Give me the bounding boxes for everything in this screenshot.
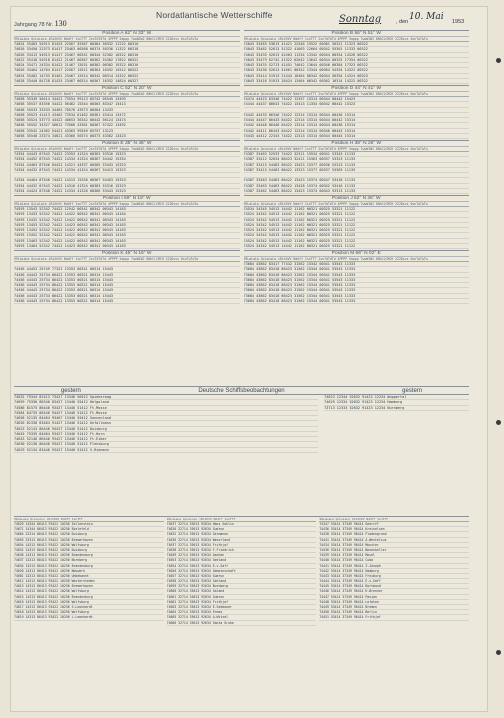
table-row: 74043 33436 52613 41661 00342 13344 00364 54354 14322 00322 — [244, 68, 470, 73]
table-row: 74534 34345 54513 14442 11162 00321 00325 53321 11122 — [244, 207, 470, 212]
table-row: 74022 33418 54918 81422 21467 00367 00362 54302 17822 00322 — [14, 58, 240, 63]
table-row: 74632 32714 35613 92634 Germanen — [167, 532, 317, 537]
table-row: 73713 12333 52632 91423 12234 Nurnberg — [324, 406, 469, 411]
table-row: 74616 14313 86413 93422 10256 Wolfsburg — [14, 600, 164, 605]
table-row: 74593 13543 52342 74422 12542 00341 00342 00343 14163 — [14, 207, 240, 212]
table-row: 74593 13453 52342 74422 14423 00342 00341 00343 14163 — [14, 223, 240, 228]
table-row: 74629 14344 86413 93422 10256 Zollenstein — [14, 522, 164, 527]
table-row: 74654 14312 86413 93422 10256 Wolfsburg — [14, 543, 164, 548]
table-row: 74664 32714 35613 92634 Ermes — [167, 610, 317, 615]
position-title: Position H 38° N 26° W — [244, 141, 470, 147]
table-row: 74456 44443 25734 86422 13353 00321 00314 15443 — [14, 299, 240, 304]
middle-right-rows — [324, 395, 469, 453]
table-row: 74629 52134 83446 93427 13446 51412 S.Riemann — [14, 448, 318, 453]
table-row: 74630 52136 86446 93427 13446 51412 Flensburg — [14, 442, 318, 447]
position-title: Position K 45° N 16° W — [14, 251, 240, 257]
table-row: 74619 14313 86413 93422 10256 L.Leonhardt — [14, 615, 164, 620]
table-row: 74058 35552 34327 56612 73566 43361 00367 57422 13492 — [14, 123, 240, 128]
position-title: Position E 35° N 48° W — [14, 141, 240, 147]
jahrgang-label: Jahrgang 78 Nr. — [14, 22, 54, 28]
lower-column — [167, 517, 317, 626]
den-label: , den — [396, 19, 409, 25]
table-row: 74524 34342 54513 14442 11162 00321 00325 53321 11122 — [244, 218, 470, 223]
table-row: 74439 53414 37349 96414 Mosel — [319, 553, 469, 558]
position-block — [244, 195, 470, 249]
table-row: 74443 53414 37349 96414 Freiburg — [319, 574, 469, 579]
table-row: 74593 13452 52342 74422 14422 00342 00341 00343 14163 — [14, 233, 240, 238]
table-row: 74441 53414 37349 96414 Z.Joseph — [319, 564, 469, 569]
table-row: 74043 33433 52713 41451 74642 13644 00346 00384 17323 00322 — [244, 63, 470, 68]
table-row: 74653 32714 35613 92634 Seeland — [167, 558, 317, 563]
table-row: 74593 13452 52342 74422 14422 00342 00341 00343 14163 — [14, 228, 240, 233]
code-header: 99LaLaLa QcLoLoLo iRiXhVV Nddff 1snTTT — [167, 517, 317, 522]
table-row: 74028 33440 84728 81425 23467 00314 00367 16352 14824 00327 — [14, 79, 240, 84]
code-header: 99LaLaLa QcLoLoLo iRiXhVV Nddff 1snTTT 2snTdTdTd 4PPPP 5appp 7wwW1W2 8NhCLCMCH 222Dsvs 0snTwTwTw — [244, 92, 470, 97]
table-row: 74623 52143 86446 94427 13446 51412 Duisburg — [14, 427, 318, 432]
position-block — [14, 195, 240, 249]
table-row: 74660 32714 35613 92634 Saland — [167, 589, 317, 594]
table-row: 74024 33483 54913 01425 22567 55367 00364 56332 11222 00316 — [14, 42, 240, 47]
table-row: 74447 53414 37349 96414 Pavian — [319, 595, 469, 600]
table-row: 74665 32714 35613 92634 A.Witzel — [167, 615, 317, 620]
table-row: 74058 35523 41413 43462 73534 61462 00361 43414 13472 — [14, 113, 240, 118]
table-row: 74024 33471 24334 81422 21467 15531 00362 00302 19322 00316 — [14, 63, 240, 68]
table-row: 74638 32714 35613 92634 F.Friedrich — [167, 548, 317, 553]
position-title: Position I 59° N 19° W — [14, 196, 240, 202]
table-row: 74524 34342 54513 14442 11162 00321 00325 53321 11122 — [244, 233, 470, 238]
yesterday-right-title: gestern — [402, 388, 423, 394]
table-row: 74043 33416 51913 26424 13464 00342 00362 16314 14322 00322 — [244, 79, 470, 84]
table-row: 74656 32714 35613 92634 Gemeinschaft — [167, 569, 317, 574]
table-row: 74354 44443 87543 74422 23353 41324 00363 53316 15323 — [14, 152, 240, 157]
table-row: 74438 53414 37349 96414 Fladengrund — [319, 532, 469, 537]
table-row: 74645 75335 84464 93427 13446 51412 Ft.Horn — [14, 432, 318, 437]
jahrgang — [14, 19, 67, 28]
table-row: 73604 43862 83418 86423 31562 15344 00341 53543 11333 — [244, 267, 470, 272]
code-header: 99LaLaLa QcLoLoLo iRiXhVV Nddff 1snTTT — [319, 517, 469, 522]
middle-title: Deutsche Schiffsbeobachtungen — [198, 388, 285, 394]
table-row: 74615 14313 86413 93422 10256 Brandenburg — [14, 595, 164, 600]
middle-left-rows — [14, 395, 318, 453]
punch-hole-icon — [496, 650, 501, 655]
table-row: 74524 34342 54513 14442 11162 00321 00325 53321 11122 — [244, 244, 470, 249]
table-row: 74354 44432 87543 74422 14316 41324 00363 53316 15323 — [14, 184, 240, 189]
position-block — [14, 250, 240, 304]
table-row: 74440 53414 37349 96414 Cuba — [319, 558, 469, 563]
table-row: 74456 44443 25734 86422 13353 00321 00314 15443 — [14, 278, 240, 283]
table-row: 74387 33412 52634 86423 32411 15363 00337 53323 11133 — [244, 157, 470, 162]
lower-column — [14, 517, 164, 626]
table-row: 74442 44411 86443 64422 12314 15314 00346 00443 15314 — [244, 129, 470, 134]
table-row: 74593 13464 52342 74422 14423 00342 00341 00343 14163 — [14, 244, 240, 249]
table-row: 74456 44453 25749 77322 13353 00341 00314 15443 — [14, 267, 240, 272]
table-row: 74387 33413 54463 86422 13423 15377 00336 53313 11133 — [244, 163, 470, 168]
table-row: 74387 33463 52533 74422 32311 15534 00341 53343 11133 — [244, 152, 470, 157]
table-row: 74043 33462 52613 51322 41663 12664 00342 55361 11333 00322 — [244, 47, 470, 52]
code-header: 99LaLaLa QcLoLoLo iRiXhVV Nddff 1snTTT 2snTdTdTd 4PPPP 5appp 7wwW1W2 8NhCLCMCH 222Dsvs 0snTwTwTw — [14, 202, 240, 207]
date: 10. Mai — [409, 12, 444, 22]
position-block — [244, 250, 470, 304]
table-row: 74524 34342 54513 14442 11162 00321 00325 53321 11122 — [244, 228, 470, 233]
table-row: 74043 33463 53613 41421 22546 15522 00361 56321 11323 00322 — [244, 42, 470, 47]
table-row: 74444 44447 86443 64422 12314 15314 00344 00442 15314 — [244, 118, 470, 123]
position-title: Position M 66° N 02° E — [244, 251, 470, 257]
table-row: 74444 53414 37349 96414 E.v.Saff — [319, 579, 469, 584]
table-row: 74629 12334 52632 91423 12234 Hamburg — [324, 400, 469, 405]
table-row: 74658 52135 84464 93467 13446 55412 Sonnenland — [14, 416, 318, 421]
table-row: 74626 81336 83464 91427 13446 51412 Unfallmann — [14, 421, 318, 426]
table-row: 73604 43862 83418 86423 31562 15344 00341 53543 11333 — [244, 299, 470, 304]
table-row: 74671 14344 86413 93422 10256 Bielefeld — [14, 527, 164, 532]
table-row: 74524 34342 54513 14442 11162 00321 00325 53321 11122 — [244, 223, 470, 228]
table-row: 74637 32714 35613 92634 Frithjof — [167, 543, 317, 548]
page-title: Nordatlantische Wetterschiffe — [156, 10, 273, 20]
table-row: 74442 44446 86446 64422 13314 15314 00344 00438 15314 — [244, 123, 470, 128]
table-row: 74657 32714 35613 92634 Gudrun — [167, 574, 317, 579]
table-row: 74043 33435 52613 42463 11334 13342 00344 00354 14326 00322 — [244, 53, 470, 58]
table-row: 74043 33414 51913 21444 10464 00342 00344 56354 14324 00323 — [244, 74, 470, 79]
table-row: 74058 35349 50414 34422 73554 99113 85742 05545 13493 — [14, 97, 240, 102]
table-row: 74524 34342 54513 14442 11162 00321 00325 53321 11122 — [244, 239, 470, 244]
table-row: 74026 33464 14764 81417 22567 15511 00364 16352 14512 00322 — [14, 68, 240, 73]
sheet-header — [14, 10, 469, 32]
table-row: 73604 43862 83418 86423 31562 15344 00341 53543 11333 — [244, 283, 470, 288]
table-row: 74354 44463 87546 84422 14321 44337 00365 53443 15323 — [14, 163, 240, 168]
table-row: 74618 14313 86413 93422 10256 Wolfsburg — [14, 610, 164, 615]
position-block — [244, 140, 470, 194]
table-row: 74441 53414 37349 96414 A.Westelius — [319, 538, 469, 543]
table-row: 74434 53414 37349 96414 Munster — [319, 543, 469, 548]
table-row: 74456 44443 25734 86422 13353 00321 00314 15443 — [14, 288, 240, 293]
table-row: 74593 13463 52342 74422 14422 00342 00341 00343 14163 — [14, 239, 240, 244]
table-row: 74593 13433 52342 74422 14422 00342 00341 00343 14164 — [14, 212, 240, 217]
position-title: Position J 52° N 36° W — [244, 196, 470, 202]
table-row: 73604 43862 83418 86423 31562 15344 00341 53543 11333 — [244, 288, 470, 293]
position-block — [14, 140, 240, 194]
table-row: 74026 33450 22373 81417 23463 00368 00374 50336 11322 00318 — [14, 47, 240, 52]
position-title: Position D 44° N 41° W — [244, 86, 470, 92]
code-header: 99LaLaLa QcLoLoLo iRiXhVV Nddff 1snTTT 2snTdTdTd 4PPPP 5appp 7wwW1W2 8NhCLCMCH 222Dsvs 0snTwTwTw — [244, 202, 470, 207]
table-row: 74601 14313 86413 93422 10256 Unbekannt — [14, 574, 164, 579]
table-row: 74456 44443 25734 86422 13353 00321 00314 15443 — [14, 283, 240, 288]
position-block — [244, 85, 470, 139]
table-row: 74354 44464 87546 74422 14313 15336 00367 54453 15323 — [14, 178, 240, 183]
year: 1953 — [452, 19, 465, 25]
table-row: 74456 44443 25734 86422 13353 00321 00314 15443 — [14, 273, 240, 278]
table-row: 74593 13432 52342 74422 14422 00342 00341 00343 14163 — [14, 218, 240, 223]
table-row: 74623 12344 52632 91423 12234 Wuppertal — [324, 395, 469, 400]
table-row: 74661 32714 35613 92634 Gudrun — [167, 595, 317, 600]
punch-hole-icon — [496, 58, 501, 63]
table-row: 74637 32714 35613 92634 Hans Sohlin — [167, 522, 317, 527]
table-row: 74443 44412 22343 74422 12313 15314 00344 00444 15314 — [244, 134, 470, 139]
table-row: 74664 22314 86413 93422 10256 Duisburg — [14, 532, 164, 537]
code-header: 99LaLaLa QcLoLoLo iRiXhVV Nddff 1snTTT 2snTdTdTd 4PPPP 5appp 7wwW1W2 8NhCLCMCH 222Dsvs 0snTwTwTw — [14, 257, 240, 262]
position-block — [244, 30, 470, 84]
table-row: 74442 44433 86346 74422 12314 15314 00344 00436 15314 — [244, 113, 470, 118]
table-row: 74387 33463 54463 86422 13423 15374 00347 53418 11133 — [244, 178, 470, 183]
table-row: 74662 32714 35613 92634 Frithjof — [167, 600, 317, 605]
table-row: 74637 14313 86413 93422 10256 Nurnberg — [14, 558, 164, 563]
code-header: 99LaLaLa QcLoLoLo iRiXhVV Nddff 1snTTT 2snTdTdTd 4PPPP 5appp 7wwW1W2 8NhCLCMCH 222Dsvs 0snTwTwTw — [244, 37, 470, 42]
table-row: 74632 75344 82413 73427 13346 56412 Spiekeroog — [14, 395, 318, 400]
table-row: 74058 35537 83356 34422 56462 15344 00363 83347 15413 — [14, 102, 240, 107]
punch-hole-icon — [496, 420, 501, 425]
position-title: Position C 52° N 20° W — [14, 86, 240, 92]
table-row: 74643 52146 86446 93427 13446 51412 Ft.Eiber — [14, 437, 318, 442]
table-row: 74524 34342 54513 14442 11162 00321 00325 53321 11122 — [244, 212, 470, 217]
table-row: 74636 32714 35613 92634 Weserland — [167, 538, 317, 543]
table-row: 74451 53414 37349 96414 Frithjof — [319, 615, 469, 620]
code-header: 99LaLaLa QcLoLoLo iRiXhVV Nddff 1snTTT 2snTdTdTd 4PPPP 5appp 7wwW1W2 8NhCLCMCH 222Dsvs 0snTwTwTw — [14, 92, 240, 97]
table-row: 74586 81575 86446 93427 13446 51412 Ft.Mosse — [14, 406, 318, 411]
table-row: 74448 53414 37349 96414 Lofoten — [319, 600, 469, 605]
table-row: 74659 32714 35613 92634 Nurnberg — [167, 584, 317, 589]
code-header: 99LaLaLa QcLoLoLo iRiXhVV Nddff 1snTTT 2snTdTdTd 4PPPP 5appp 7wwW1W2 8NhCLCMCH 222Dsvs 0snTwTwTw — [244, 147, 470, 152]
table-row: 74620 14313 86413 93422 10256 Neuwerk — [14, 569, 164, 574]
german-ship-observations — [14, 386, 469, 453]
table-row: 74026 33413 54913 81417 23467 00341 00344 52302 16522 00316 — [14, 53, 240, 58]
table-row: 74387 33413 54463 86422 13323 15377 00337 53363 11133 — [244, 168, 470, 173]
table-row: 74058 35524 53773 44422 40653 36342 00442 56124 13474 — [14, 118, 240, 123]
position-block — [14, 30, 240, 84]
table-row: 74634 14313 86413 93422 10256 Brandenburg — [14, 564, 164, 569]
table-row: 73604 43862 83418 86423 31562 15344 00341 53543 11333 — [244, 278, 470, 283]
table-row: 74655 33313 86413 93422 10256 Bremerhaven — [14, 538, 164, 543]
issue-number: 130 — [54, 19, 67, 28]
code-header: 99LaLaLa QcLoLoLo iRiXhVV Nddff 1snTTT 2snTdTdTd 4PPPP 5appp 7wwW1W2 8NhCLCMCH 222Dsvs 0snTwTwTw — [14, 147, 240, 152]
table-row: 74632 14313 86413 93422 10256 Duisburg — [14, 548, 164, 553]
position-block — [14, 85, 240, 139]
table-row: 74387 33463 54463 86422 13428 15374 00342 53416 11133 — [244, 184, 470, 189]
table-row: 74658 32714 35613 92634 Seeland — [167, 579, 317, 584]
table-row: 73604 43862 83417 77442 31562 15342 00341 53543 11333 — [244, 262, 470, 267]
ship-reports-lower — [14, 516, 469, 626]
table-row: 74058 35548 23374 34621 43366 56374 00373 43362 13423 — [14, 134, 240, 139]
table-row: 74456 44443 25734 86422 13353 00321 00314 15443 — [14, 294, 240, 299]
position-title: Position B 56° N 51° W — [244, 31, 470, 37]
table-row: 73604 43862 83418 86423 31562 15344 00341 53543 11333 — [244, 294, 470, 299]
table-row: 74446 53414 37349 96414 H.Brenner — [319, 589, 469, 594]
table-row: 74436 53414 37349 96414 Kreiselsen — [319, 527, 469, 532]
table-row: 74387 33462 54463 86422 13423 15374 00343 53313 11133 — [244, 189, 470, 194]
table-row: 74058 33542 24362 54421 43363 99349 05757 13123 — [14, 129, 240, 134]
yesterday-left-title: gestern — [60, 388, 81, 394]
table-row: 74649 32714 35613 92634 Aachen — [167, 553, 317, 558]
table-row: 74354 44424 87546 74422 14334 41326 00366 53443 15323 — [14, 189, 240, 194]
lower-column — [319, 517, 469, 626]
table-row: 74584 84735 86446 94427 13446 51412 Ft.Mosse — [14, 411, 318, 416]
table-row: 74614 14313 86413 93422 10256 Wolfsburg — [14, 589, 164, 594]
position-title: Position A 62° N 33° W — [14, 31, 240, 37]
table-row: 74612 14313 86413 93422 10256 Westersteden — [14, 579, 164, 584]
code-header: 99LaLaLa QcLoLoLo iRiXhVV Nddff 1snTTT — [14, 517, 164, 522]
positions-grid — [14, 30, 469, 305]
table-row: 74444 44437 86643 74422 13413 11354 00342 00442 15323 — [244, 102, 470, 107]
table-row: 74449 53414 37349 96414 Bremen — [319, 605, 469, 610]
table-row: 74354 44452 87543 74422 14334 41324 00367 54442 15354 — [14, 157, 240, 162]
table-row: 73604 43862 83418 86423 31562 15344 00341 53543 11333 — [244, 273, 470, 278]
table-row: 74659 75336 86346 83427 13446 55412 Helgoland — [14, 400, 318, 405]
table-row: 74450 53414 37349 96414 Berlin — [319, 610, 469, 615]
table-row: 74058 35533 33333 34462 70576 43573 00364 13433 — [14, 108, 240, 113]
table-row: 74354 44432 87543 74422 14334 41324 00367 54413 15323 — [14, 168, 240, 173]
table-row: 74654 32714 35613 92634 E.v.Saff — [167, 564, 317, 569]
code-header: 99LaLaLa QcLoLoLo iRiXhVV Nddff 1snTTT 2snTdTdTd 4PPPP 5appp 7wwW1W2 8NhCLCMCH 222Dsvs 0snTwTwTw — [14, 37, 240, 42]
table-row: 74436 53414 37349 96414 Neuenkeller — [319, 548, 469, 553]
table-row: 74617 14313 86413 93422 10256 S.Leonhardt — [14, 605, 164, 610]
table-row: 74613 14313 86413 93422 10256 Bremerhaven — [14, 584, 164, 589]
table-row: 74043 33479 62742 41322 62642 13642 00344 00325 17354 00322 — [244, 58, 470, 63]
code-header: 99LaLaLa QcLoLoLo iRiXhVV Nddff 1snTTT 2snTdTdTd 4PPPP 5appp 7wwW1W2 8NhCLCMCH 222Dsvs 0snTwTwTw — [244, 257, 470, 262]
weekday: Sonntag — [339, 14, 382, 25]
table-row: 74445 53414 37349 96414 Dortmund — [319, 584, 469, 589]
middle-rows — [14, 395, 469, 453]
table-row: 74474 44423 83346 74422 12357 15314 00344 00442 15423 — [244, 97, 470, 102]
table-row: 74442 53414 37349 96414 Hamburg — [319, 569, 469, 574]
middle-titles — [14, 386, 469, 395]
table-row: 74626 32714 35613 92634 Gudrun — [167, 527, 317, 532]
table-row: 74638 14313 86413 93422 10256 Brandenburg — [14, 553, 164, 558]
table-row: 74347 53414 37349 96414 Geeriff — [319, 522, 469, 527]
table-row: 74663 32714 35613 92634 E.Seebauer — [167, 605, 317, 610]
table-row: 74666 32714 35613 92634 Santa Gruhe — [167, 621, 317, 626]
table-row: 74024 33402 14733 81461 23467 15314 00342 00314 14322 00322 — [14, 74, 240, 79]
